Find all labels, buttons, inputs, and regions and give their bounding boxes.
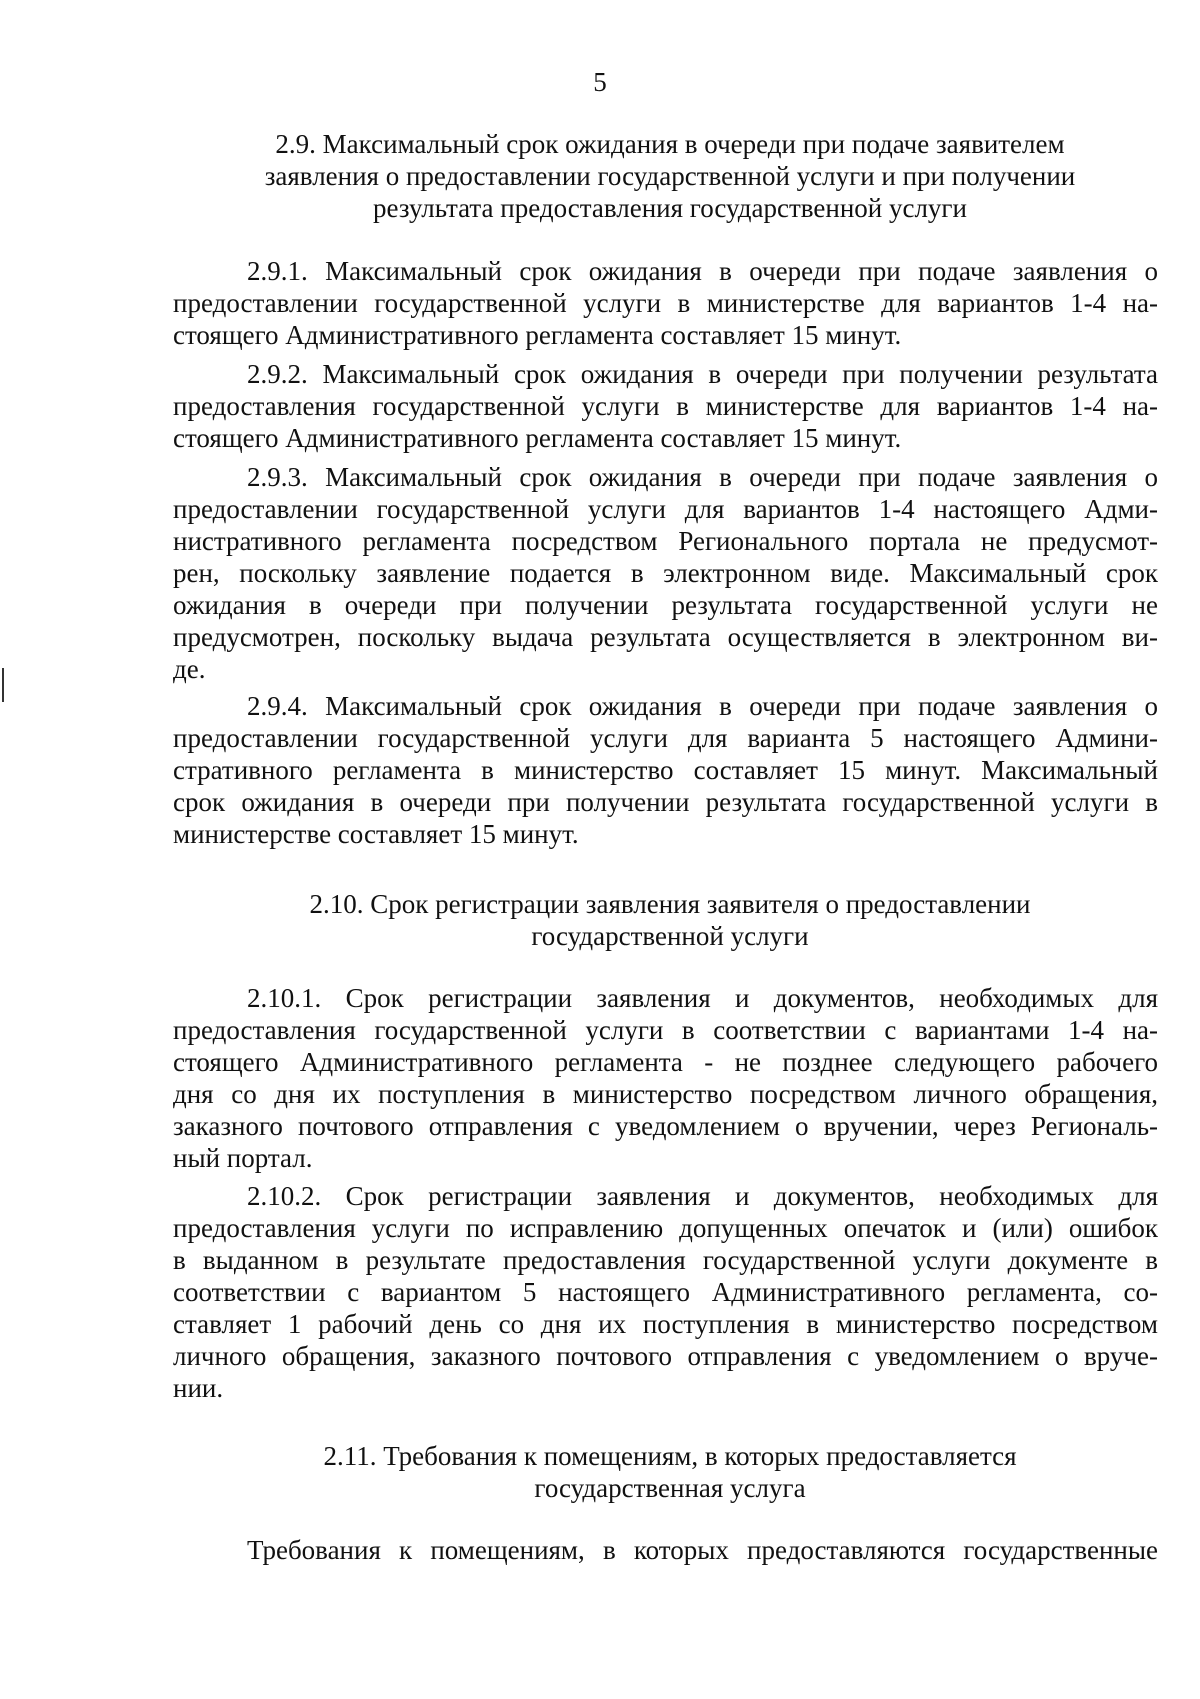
paragraph-line: заказного почтового отправления с уведомлением о вручении, через Региональ- bbox=[173, 1111, 1158, 1141]
paragraph-line: стоящего Административного регламента - не позднее следующего рабочего bbox=[173, 1047, 1158, 1077]
margin-mark bbox=[2, 668, 4, 702]
heading-line: 2.11. Требования к помещениям, в которых предоставляется bbox=[323, 1441, 1017, 1471]
paragraph-line: предоставления государственной услуги в соответствии с вариантами 1-4 на- bbox=[173, 1015, 1158, 1045]
paragraph-line: стоящего Административного регламента составляет 15 минут. bbox=[173, 320, 902, 350]
paragraph-line: рен, поскольку заявление подается в электронном виде. Максимальный срок bbox=[173, 558, 1158, 588]
paragraph-line: предусмотрен, поскольку выдача результата осуществляется в электронном ви- bbox=[173, 622, 1158, 652]
paragraph-line: Требования к помещениям, в которых предоставляются государственные bbox=[247, 1535, 1158, 1565]
paragraph-line: предоставления государственной услуги в министерстве для вариантов 1-4 на- bbox=[173, 391, 1158, 421]
paragraph-line: ный портал. bbox=[173, 1143, 313, 1173]
paragraph-2-9-4 bbox=[173, 690, 1158, 850]
paragraph-line: срок ожидания в очереди при получении результата государственной услуги в bbox=[173, 787, 1158, 817]
heading-line: заявления о предоставлении государственной услуги и при получении bbox=[264, 161, 1076, 191]
paragraph-line: де. bbox=[173, 654, 206, 684]
paragraph-line: личного обращения, заказного почтового отправления с уведомлением о вруче- bbox=[173, 1341, 1158, 1371]
paragraph-line: ожидания в очереди при получении результата государственной услуги не bbox=[173, 590, 1158, 620]
paragraph-line: предоставлении государственной услуги для вариантов 1-4 настоящего Адми- bbox=[173, 494, 1158, 524]
heading-line: 2.9. Максимальный срок ожидания в очереди при подаче заявителем bbox=[275, 129, 1065, 159]
paragraph-line: в выданном в результате предоставления государственной услуги документе в bbox=[173, 1245, 1158, 1275]
paragraph-line: 2.10.2. Срок регистрации заявления и документов, необходимых для bbox=[247, 1181, 1158, 1211]
paragraph-2-9-3 bbox=[173, 461, 1158, 685]
paragraph-line: 2.9.3. Максимальный срок ожидания в очереди при подаче заявления о bbox=[247, 462, 1158, 492]
section-2-9-heading bbox=[170, 128, 1170, 224]
paragraph-line: стративного регламента в министерство составляет 15 минут. Максимальный bbox=[173, 755, 1158, 785]
paragraph-2-10-2 bbox=[173, 1180, 1158, 1404]
heading-line: государственной услуги bbox=[531, 921, 809, 951]
paragraph-line: предоставления услуги по исправлению допущенных опечаток и (или) ошибок bbox=[173, 1213, 1158, 1243]
heading-line: 2.10. Срок регистрации заявления заявителя о предоставлении bbox=[309, 889, 1031, 919]
paragraph-line: дня со дня их поступления в министерство посредством личного обращения, bbox=[173, 1079, 1158, 1109]
paragraph-line: предоставлении государственной услуги в министерстве для вариантов 1-4 на- bbox=[173, 288, 1158, 318]
paragraph-line: нии. bbox=[173, 1373, 224, 1403]
paragraph-line: 2.9.1. Максимальный срок ожидания в очереди при подаче заявления о bbox=[247, 256, 1158, 286]
paragraph-2-9-1 bbox=[173, 255, 1158, 351]
paragraph-line: ставляет 1 рабочий день со дня их поступления в министерство посредством bbox=[173, 1309, 1158, 1339]
section-2-11-heading bbox=[170, 1440, 1170, 1504]
section-2-10-heading bbox=[170, 888, 1170, 952]
heading-line: результата предоставления государственной услуги bbox=[373, 193, 967, 223]
paragraph-line: 2.10.1. Срок регистрации заявления и документов, необходимых для bbox=[247, 983, 1158, 1013]
page-number: 5 bbox=[593, 67, 607, 97]
paragraph-line: 2.9.4. Максимальный срок ожидания в очереди при подаче заявления о bbox=[247, 691, 1158, 721]
paragraph-line: нистративного регламента посредством Регионального портала не предусмот- bbox=[173, 526, 1158, 556]
paragraph-2-10-1 bbox=[173, 982, 1158, 1174]
paragraph-line: 2.9.2. Максимальный срок ожидания в очереди при получении результата bbox=[247, 359, 1158, 389]
heading-line: государственная услуга bbox=[534, 1473, 806, 1503]
paragraph-line: стоящего Административного регламента составляет 15 минут. bbox=[173, 423, 902, 453]
paragraph-line: предоставлении государственной услуги для варианта 5 настоящего Админи- bbox=[173, 723, 1158, 753]
paragraph-line: соответствии с вариантом 5 настоящего Административного регламента, со- bbox=[173, 1277, 1158, 1307]
paragraph-line: министерстве составляет 15 минут. bbox=[173, 819, 579, 849]
paragraph-2-11 bbox=[173, 1534, 1158, 1566]
paragraph-2-9-2 bbox=[173, 358, 1158, 454]
